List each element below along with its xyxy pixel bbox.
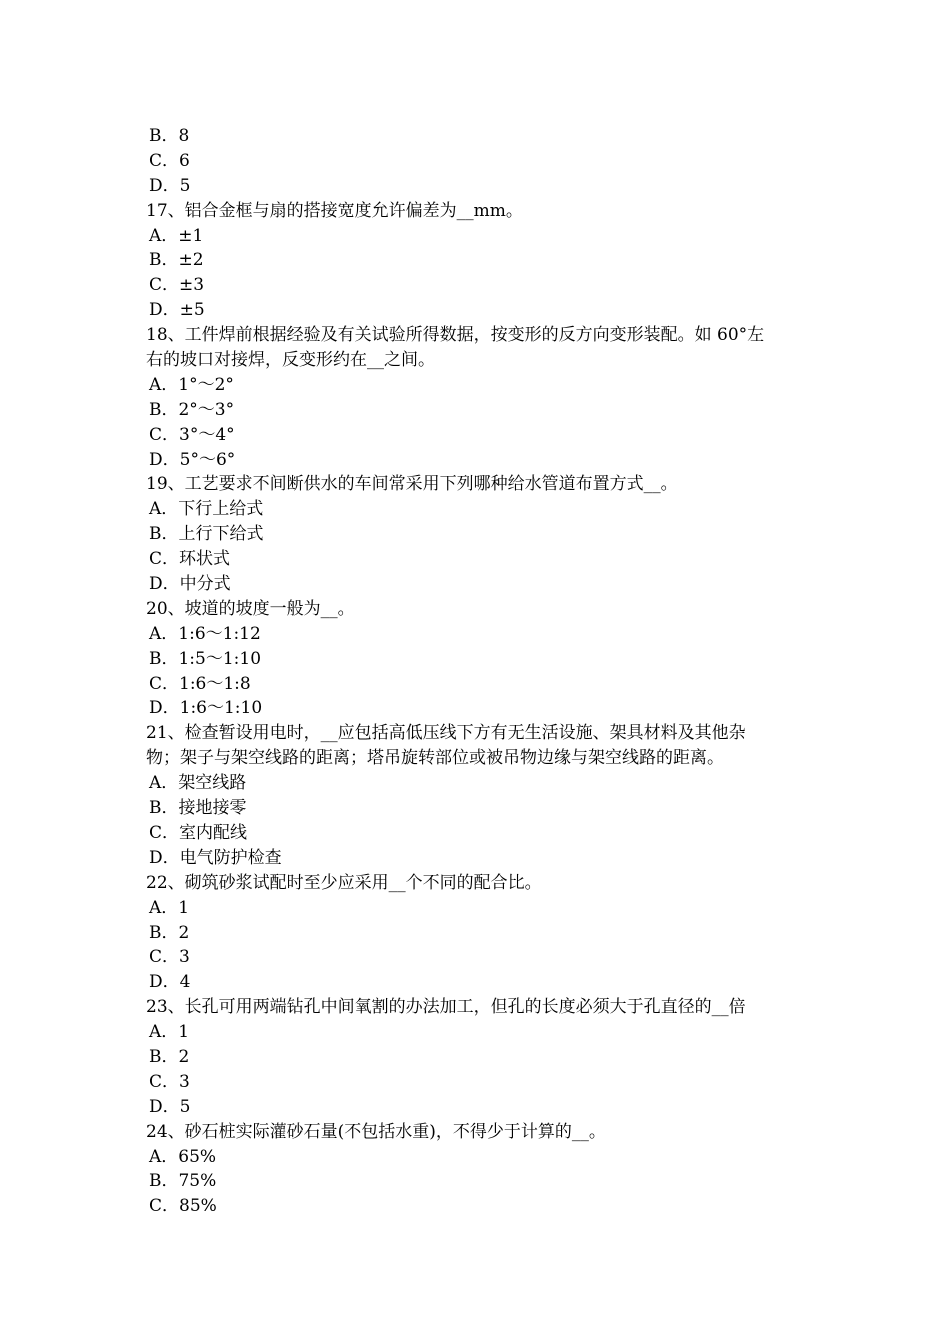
- question-text: 24、砂石桩实际灌砂石量(不包括水重)，不得少于计算的__。: [146, 1121, 606, 1142]
- answer-option: C．3: [149, 1071, 190, 1092]
- answer-option: C．±3: [149, 275, 205, 296]
- answer-option: C．6: [149, 150, 190, 171]
- answer-option: D．4: [149, 972, 191, 993]
- document-page: [146, 124, 816, 1219]
- answer-option: B．8: [149, 126, 190, 146]
- answer-option: B．1:5～1:10: [149, 648, 262, 669]
- answer-option: D．5: [149, 175, 191, 196]
- answer-option: C．1:6～1:8: [149, 673, 251, 694]
- answer-option: A．下行上给式: [149, 499, 264, 520]
- answer-option: B．±2: [149, 250, 204, 271]
- answer-option: C．3: [149, 947, 190, 968]
- answer-option: B．接地接零: [149, 798, 247, 819]
- question-text: 21、检查暂设用电时，__应包括高低压线下方有无生活设施、架具材料及其他杂: [146, 723, 746, 744]
- question-text: 物；架子与架空线路的距离；塔吊旋转部位或被吊物边缘与架空线路的距离。: [146, 748, 724, 769]
- question-text: 22、砌筑砂浆试配时至少应采用__个不同的配合比。: [146, 872, 542, 893]
- question-text: 23、长孔可用两端钻孔中间氧割的办法加工，但孔的长度必须大于孔直径的__倍: [146, 997, 746, 1018]
- answer-option: B．75%: [149, 1171, 217, 1192]
- answer-option: C．室内配线: [149, 822, 248, 843]
- question-text: 19、工艺要求不间断供水的车间常采用下列哪种给水管道布置方式__。: [146, 474, 678, 495]
- question-text: 18、工件焊前根据经验及有关试验所得数据，按变形的反方向变形装配。如 60°左: [146, 325, 765, 346]
- answer-option: A．65%: [149, 1146, 217, 1167]
- answer-option: B．2: [149, 1046, 190, 1067]
- answer-option: C．3°～4°: [149, 424, 235, 445]
- answer-option: D．5°～6°: [149, 449, 236, 470]
- question-text: 20、坡道的坡度一般为__。: [146, 598, 355, 619]
- answer-option: D．±5: [149, 300, 205, 321]
- answer-option: D．5: [149, 1096, 191, 1117]
- answer-option: A．1:6～1:12: [149, 623, 261, 644]
- answer-option: D．电气防护检查: [149, 847, 282, 868]
- answer-option: A．1: [149, 1022, 190, 1043]
- answer-option: B．2: [149, 922, 190, 943]
- question-text: 17、铝合金框与扇的搭接宽度允许偏差为__mm。: [146, 200, 523, 221]
- answer-option: A．架空线路: [149, 773, 247, 794]
- answer-option: A．±1: [149, 225, 204, 246]
- question-text: 右的坡口对接焊，反变形约在__之间。: [146, 350, 435, 371]
- answer-option: C．85%: [149, 1196, 217, 1217]
- answer-option: C．环状式: [149, 549, 231, 570]
- answer-option: A．1°～2°: [149, 374, 234, 395]
- answer-option: D．1:6～1:10: [149, 698, 263, 719]
- answer-option: B．上行下给式: [149, 524, 264, 545]
- answer-option: B．2°～3°: [149, 399, 235, 420]
- answer-option: D．中分式: [149, 574, 231, 595]
- answer-option: A．1: [149, 897, 190, 918]
